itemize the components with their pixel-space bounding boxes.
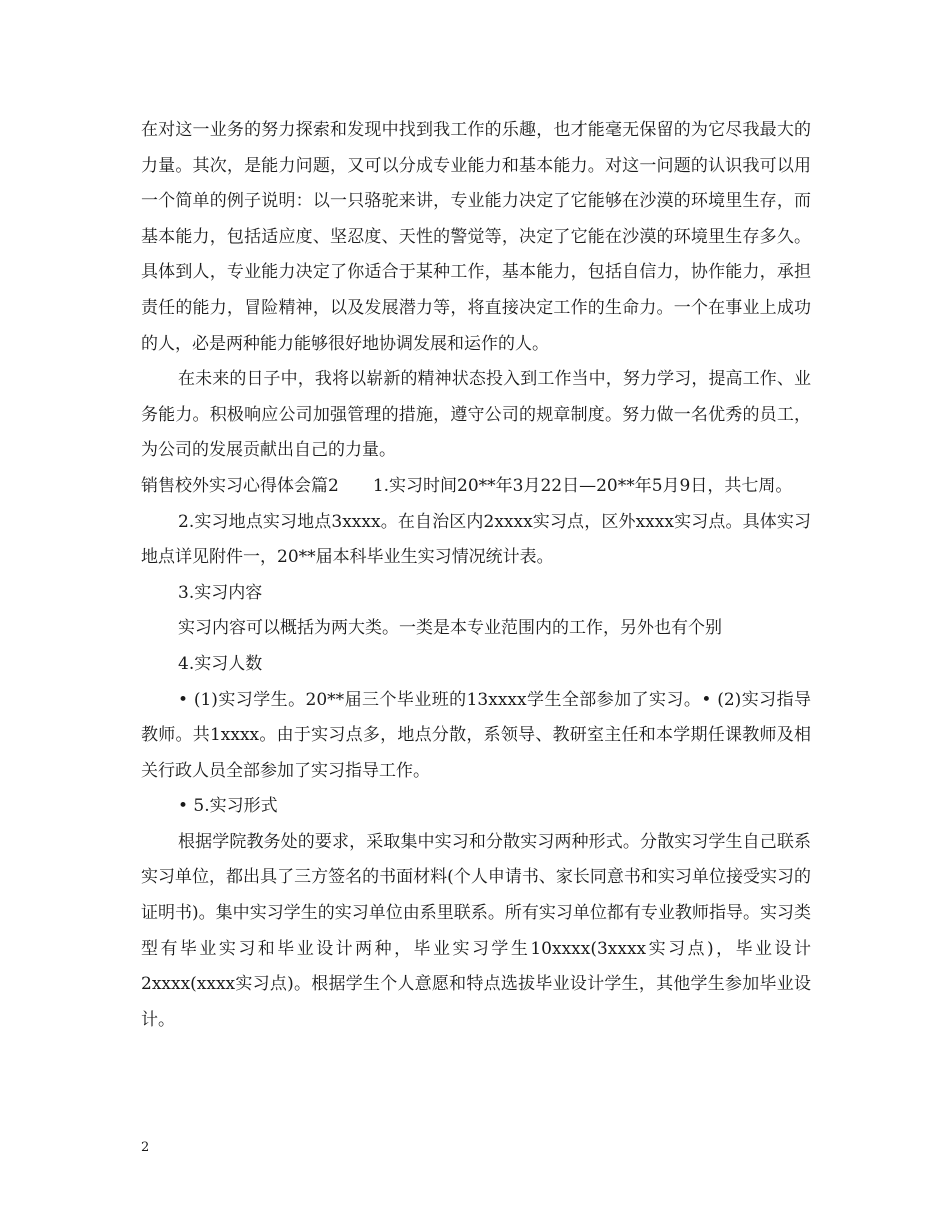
paragraph-section-title-time: 销售校外实习心得体会篇2 1.实习时间20**年3月22日—20**年5月9日，共七周。 [141, 475, 793, 496]
paragraph-location: 2.实习地点实习地点3xxxx。在自治区内2xxxx实习点，区外xxxx实习点。具体实习地点详见附件一，20**届本科毕业生实习情况统计表。 [141, 511, 811, 568]
document-body [141, 113, 811, 1038]
heading-content: 3.实习内容 [178, 582, 263, 603]
paragraph-content: 实习内容可以概括为两大类。一类是本专业范围内的工作，另外也有个别 [178, 618, 722, 639]
paragraph-ability: 在对这一业务的努力探索和发现中找到我工作的乐趣，也才能毫无保留的为它尽我最大的力量。其次，是能力问题，又可以分成专业能力和基本能力。对这一问题的认识我可以用一个简单的例子说明：以一只骆驼来讲，专业能力决定了它能够在沙漠的环境里生存，而基本能力，包括适应度、坚忍度、天性的警觉等，决定了它能在沙漠的环境里生存多久。具体到人，专业能力决定了你适合于某种工作，基本能力，包括自信力，协作能力，承担责任的能力，冒险精神，以及发展潜力等，将直接决定工作的生命力。一个在事业上成功的人，必是两种能力能够很好地协调发展和运作的人。 [141, 120, 811, 354]
paragraph-future: 在未来的日子中，我将以崭新的精神状态投入到工作当中，努力学习，提高工作、业务能力。积极响应公司加强管理的措施，遵守公司的规章制度。努力做一名优秀的员工，为公司的发展贡献出自己的力量。 [141, 369, 811, 461]
heading-form: • 5.实习形式 [178, 796, 278, 817]
page-number: 2 [141, 1140, 150, 1155]
heading-count: 4.实习人数 [178, 653, 263, 674]
paragraph-count: • (1)实习学生。20**届三个毕业班的13xxxx学生全部参加了实习。• (2)实习指导教师。共1xxxx。由于实习点多，地点分散，系领导、教研室主任和本学期任课教师及相关行政人员全部参加了实习指导工作。 [141, 689, 811, 781]
paragraph-form: 根据学院教务处的要求，采取集中实习和分散实习两种形式。分散实习学生自己联系实习单位，都出具了三方签名的书面材料(个人申请书、家长同意书和实习单位接受实习的证明书)。集中实习学生的实习单位由系里联系。所有实习单位都有专业教师指导。实习类型有毕业实习和毕业设计两种，毕业实习学生10xxxx(3xxxx实习点)，毕业设计2xxxx(xxxx实习点)。根据学生个人意愿和特点选拔毕业设计学生，其他学生参加毕业设计。 [141, 831, 811, 1030]
